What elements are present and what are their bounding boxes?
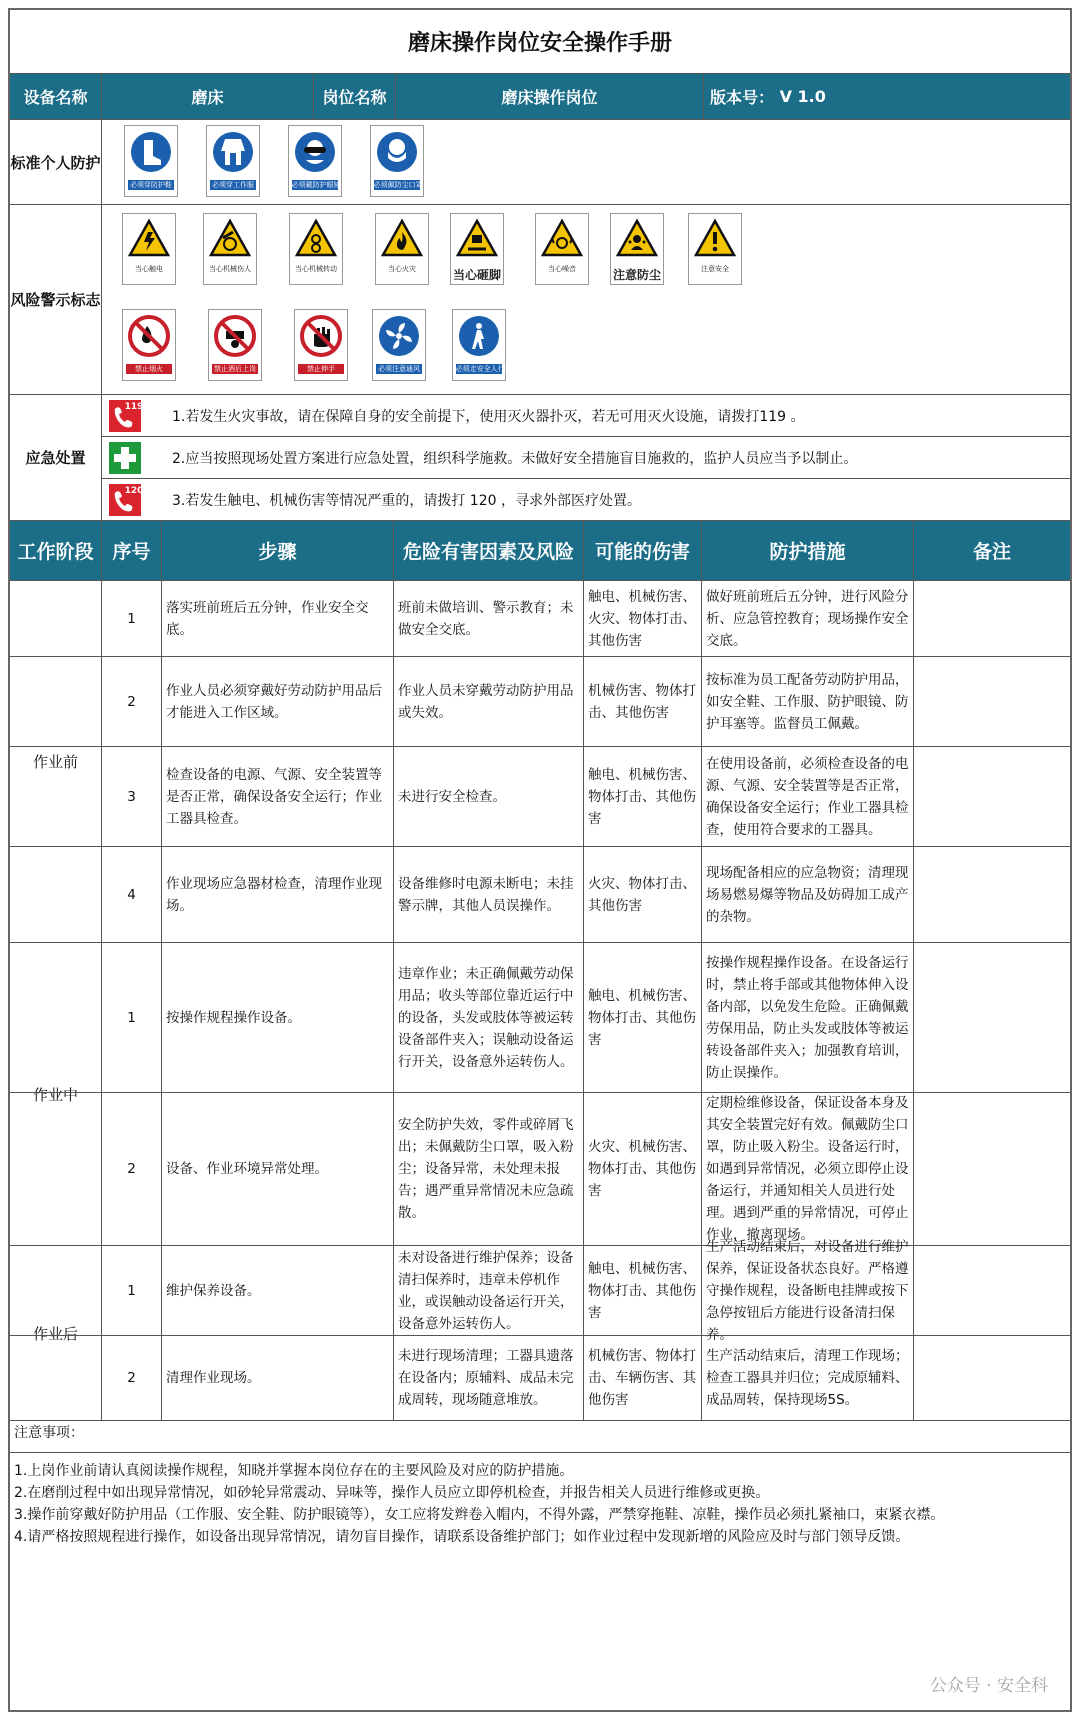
sign-caption: 当心机械转动 — [295, 265, 337, 273]
safety-sign — [372, 309, 426, 381]
cell-measure: 现场配备相应的应急物资；清理现场易燃易爆等物品及妨碍加工成产的杂物。 — [702, 847, 914, 942]
cell-no: 2 — [102, 657, 162, 746]
sign-caption: 必须穿防护鞋 — [128, 180, 175, 190]
cell-note — [914, 943, 1070, 1092]
emergency-text: 1.若发生火灾事故，请在保障自身的安全前提下，使用灭火器扑灭，若无可用灭火设施，请拨打119 。 — [172, 408, 805, 425]
ppe-signs — [102, 120, 1070, 205]
safety-sign — [122, 213, 176, 285]
no-drinking-icon — [213, 310, 257, 362]
fire-119-icon — [108, 399, 142, 433]
table-row — [10, 581, 1070, 657]
cell-step: 落实班前班后五分钟，作业安全交底。 — [162, 581, 394, 656]
cell-hazard: 作业人员未穿戴劳动防护用品或失效。 — [394, 657, 584, 746]
safety-sign — [288, 125, 342, 197]
cell-hazard: 设备维修时电源未断电；未挂警示牌，其他人员误操作。 — [394, 847, 584, 942]
col-harm: 可能的伤害 — [584, 521, 702, 580]
cell-harm: 触电、机械伤害、火灾、物体打击、其他伤害 — [584, 581, 702, 656]
table-row — [10, 747, 1070, 847]
safety-sign — [688, 213, 742, 285]
cell-harm: 火灾、机械伤害、物体打击、其他伤害 — [584, 1093, 702, 1245]
safety-sign — [294, 309, 348, 381]
col-step: 步骤 — [162, 521, 394, 580]
fire-icon — [381, 214, 423, 262]
post-label: 岗位名称 — [314, 74, 396, 119]
ambulance-120-icon — [108, 483, 142, 517]
cell-hazard: 未进行安全检查。 — [394, 747, 584, 846]
cell-no: 4 — [102, 847, 162, 942]
version-label: 版本号： — [710, 88, 775, 107]
cell-no: 3 — [102, 747, 162, 846]
sign-caption: 必须戴防护眼镜 — [291, 181, 341, 189]
safety-sign — [124, 125, 178, 197]
emergency-item — [102, 395, 1070, 437]
sign-caption: 禁止伸手 — [298, 364, 345, 374]
safety-sign — [208, 309, 262, 381]
emergency-number: 120 — [124, 486, 144, 496]
sign-caption: 必须佩防尘口罩 — [373, 181, 423, 189]
emergency-item — [102, 479, 1070, 521]
emergency-number: 119 — [124, 401, 144, 412]
cell-no: 2 — [102, 1336, 162, 1420]
table-row — [10, 847, 1070, 943]
safety-walk-icon — [457, 310, 501, 362]
safety-boots-icon — [129, 126, 173, 178]
emergency-text: 2.应当按照现场处置方案进行应急处置，组织科学施救。未做好安全措施盲目施救的，监护人员应当予以制止。 — [172, 450, 858, 467]
cell-step: 清理作业现场。 — [162, 1336, 394, 1420]
safety-sign — [289, 213, 343, 285]
phase-cell: 作业前 — [10, 581, 102, 943]
cell-no: 1 — [102, 943, 162, 1092]
sign-caption: 禁止酒后上岗 — [212, 364, 259, 374]
note-item: 1.上岗作业前请认真阅读操作规程，知晓并掌握本岗位存在的主要风险及对应的防护措施。 — [14, 1463, 574, 1479]
cell-note — [914, 1246, 1070, 1335]
no-fire-icon — [127, 310, 171, 362]
cell-harm: 触电、机械伤害、物体打击、其他伤害 — [584, 943, 702, 1092]
sign-caption: 当心触电 — [135, 265, 163, 273]
sign-caption: 禁止烟火 — [126, 364, 173, 374]
note-item: 4.请严格按照规程进行操作，如设备出现异常情况，请勿盲目操作，请联系设备维护部门；如作业过程中发现新增的风险应及时与部门领导反馈。 — [14, 1529, 910, 1545]
noise-icon — [541, 214, 583, 262]
notes-title: 注意事项： — [14, 1425, 84, 1441]
cell-harm: 触电、机械伤害、物体打击、其他伤害 — [584, 747, 702, 846]
notes-list — [14, 1460, 1064, 1548]
table-header — [10, 521, 1070, 581]
ventilation-icon — [377, 310, 421, 362]
sign-caption: 注意安全 — [701, 265, 729, 273]
safety-sign — [452, 309, 512, 381]
cell-no: 1 — [102, 1246, 162, 1335]
dust-mask-icon — [375, 126, 419, 178]
post-value: 磨床操作岗位 — [396, 74, 704, 119]
cell-measure: 生产活动结束后，清理工作现场；检查工器具并归位；完成原辅料、成品周转，保持现场5S。 — [702, 1336, 914, 1420]
cell-hazard: 安全防护失效，零件或碎屑飞出；未佩戴防尘口罩，吸入粉尘；设备异常，未处理未报告；遇严重异常情况未应急疏散。 — [394, 1093, 584, 1245]
cell-measure: 生产活动结束后，对设备进行维护保养，保证设备状态良好。严格遵守操作规程，设备断电挂牌或按下急停按钮后方能进行设备清扫保养。 — [702, 1246, 914, 1335]
emergency-item — [102, 437, 1070, 479]
cell-note — [914, 657, 1070, 746]
emergency-label: 应急处置 — [10, 395, 102, 520]
note-item: 2.在磨削过程中如出现异常情况，如砂轮异常震动、异味等，操作人员应立即停机检查，并报告相关人员进行维修或更换。 — [14, 1485, 770, 1501]
cell-measure: 在使用设备前，必须检查设备的电源、气源、安全装置等是否正常，确保设备安全运行；作业工器具检查，使用符合要求的工器具。 — [702, 747, 914, 846]
table-row — [10, 1093, 1070, 1246]
safety-sign — [203, 213, 257, 285]
cell-harm: 触电、机械伤害、物体打击、其他伤害 — [584, 1246, 702, 1335]
cell-no: 1 — [102, 581, 162, 656]
table-row — [10, 1336, 1070, 1421]
table-row — [10, 657, 1070, 747]
electric-shock-icon — [128, 214, 170, 262]
safety-sign — [610, 213, 664, 285]
cell-step: 检查设备的电源、气源、安全装置等是否正常，确保设备安全运行；作业工器具检查。 — [162, 747, 394, 846]
exclamation-icon — [694, 214, 736, 262]
cell-hazard: 违章作业；未正确佩戴劳动保用品；收头等部位靠近运行中的设备，头发或肢体等被运转设备部件夹入；误触动设备运行开关，设备意外运转伤人。 — [394, 943, 584, 1092]
cell-step: 作业人员必须穿戴好劳动防护用品后才能进入工作区域。 — [162, 657, 394, 746]
safety-sign — [370, 125, 424, 197]
rotating-machine-icon — [295, 214, 337, 262]
version — [704, 74, 1070, 119]
cell-hazard: 未进行现场清理；工器具遗落在设备内；原辅料、成品未完成周转，现场随意堆放。 — [394, 1336, 584, 1420]
first-aid-icon — [108, 441, 142, 475]
sign-caption: 当心砸脚 — [452, 268, 501, 282]
sign-caption: 当心噪音 — [548, 265, 576, 273]
info-row — [10, 74, 1070, 120]
falling-object-icon — [456, 214, 498, 262]
table-row — [10, 943, 1070, 1093]
watermark: 公众号 · 安全科 — [929, 1676, 1048, 1696]
cell-harm: 机械伤害、物体打击、其他伤害 — [584, 657, 702, 746]
cell-step: 维护保养设备。 — [162, 1246, 394, 1335]
notes-title-row — [10, 1413, 1070, 1453]
sign-caption: 当心火灾 — [388, 265, 416, 273]
cell-measure: 按操作规程操作设备。在设备运行时，禁止将手部或其他物体伸入设备内部，以免发生危险。正确佩戴劳保用品，防止头发或肢体等被运转设备部件夹入；加强教育培训，防止误操作。 — [702, 943, 914, 1092]
note-item: 3.操作前穿戴好防护用品（工作服、安全鞋、防护眼镜等），女工应将发辫卷入帽内，不得外露，严禁穿拖鞋、凉鞋，操作员必须扎紧袖口，束紧衣襟。 — [14, 1507, 945, 1523]
ppe-label: 标准个人防护 — [10, 120, 102, 204]
sign-caption: 注意防尘 — [612, 268, 661, 282]
cell-hazard: 班前未做培训、警示教育；未做安全交底。 — [394, 581, 584, 656]
sign-caption: 必须走安全人行道 — [455, 365, 512, 373]
cell-measure: 定期检维修设备，保证设备本身及其安全装置完好有效。佩戴防尘口罩，防止吸入粉尘。设备运行时，如遇到异常情况，必须立即停止设备运行，并通知相关人员进行处理。遇到严重的异常情况，可停止作业，撤离现场。 — [702, 1093, 914, 1245]
risk-label: 风险警示标志 — [10, 205, 102, 394]
safety-sign — [375, 213, 429, 285]
col-no: 序号 — [102, 521, 162, 580]
col-hazard: 危险有害因素及风险 — [394, 521, 584, 580]
ppe-row — [10, 120, 1070, 205]
table-row — [10, 1238, 1070, 1343]
risk-signs — [102, 205, 1070, 395]
col-note: 备注 — [972, 541, 1011, 563]
safety-sign — [122, 309, 176, 381]
phase-cell: 作业后 — [10, 1246, 102, 1421]
cell-note — [914, 1093, 1070, 1245]
emergency-row — [10, 395, 1070, 521]
device-label: 设备名称 — [10, 74, 102, 119]
page-title — [10, 10, 1070, 74]
sign-caption: 当心机械伤人 — [209, 265, 251, 273]
safety-sign — [206, 125, 260, 197]
col-phase: 工作阶段 — [10, 521, 102, 580]
manual-sheet — [8, 8, 1072, 1712]
cell-harm: 火灾、物体打击、其他伤害 — [584, 847, 702, 942]
cell-note — [914, 581, 1070, 656]
col-measure: 防护措施 — [702, 521, 914, 580]
device-value: 磨床 — [102, 74, 314, 119]
cell-step: 按操作规程操作设备。 — [162, 943, 394, 1092]
work-clothes-icon — [211, 126, 255, 178]
cell-note — [914, 1336, 1070, 1420]
cell-step: 设备、作业环境异常处理。 — [162, 1093, 394, 1245]
no-hand-icon — [299, 310, 343, 362]
cell-harm: 机械伤害、物体打击、车辆伤害、其他伤害 — [584, 1336, 702, 1420]
cell-hazard: 未对设备进行维护保养；设备清扫保养时，违章未停机作业，或误触动设备运行开关，设备意外运转伤人。 — [394, 1246, 584, 1335]
safety-sign — [535, 213, 589, 285]
emergency-text: 3.若发生触电、机械伤害等情况严重的，请拨打 120 ，寻求外部医疗处置。 — [172, 493, 641, 509]
cell-note — [914, 747, 1070, 846]
version-value: V 1.0 — [779, 87, 826, 106]
dust-icon — [616, 214, 658, 262]
cell-measure: 做好班前班后五分钟，进行风险分析、应急管控教育；现场操作安全交底。 — [702, 581, 914, 656]
title-text: 磨床操作岗位安全操作手册 — [407, 31, 672, 56]
sign-caption: 必须注意通风 — [376, 364, 423, 374]
cell-note — [914, 847, 1070, 942]
mechanical-injury-icon — [209, 214, 251, 262]
phase-cell: 作业中 — [10, 943, 102, 1246]
risk-row — [10, 205, 1070, 395]
goggles-icon — [293, 126, 337, 178]
safety-sign — [450, 213, 504, 285]
sign-caption: 必须穿工作服 — [210, 180, 257, 190]
cell-step: 作业现场应急器材检查，清理作业现场。 — [162, 847, 394, 942]
cell-no: 2 — [102, 1093, 162, 1245]
cell-measure: 按标准为员工配备劳动防护用品，如安全鞋、工作服、防护眼镜、防护耳塞等。监督员工佩戴。 — [702, 657, 914, 746]
